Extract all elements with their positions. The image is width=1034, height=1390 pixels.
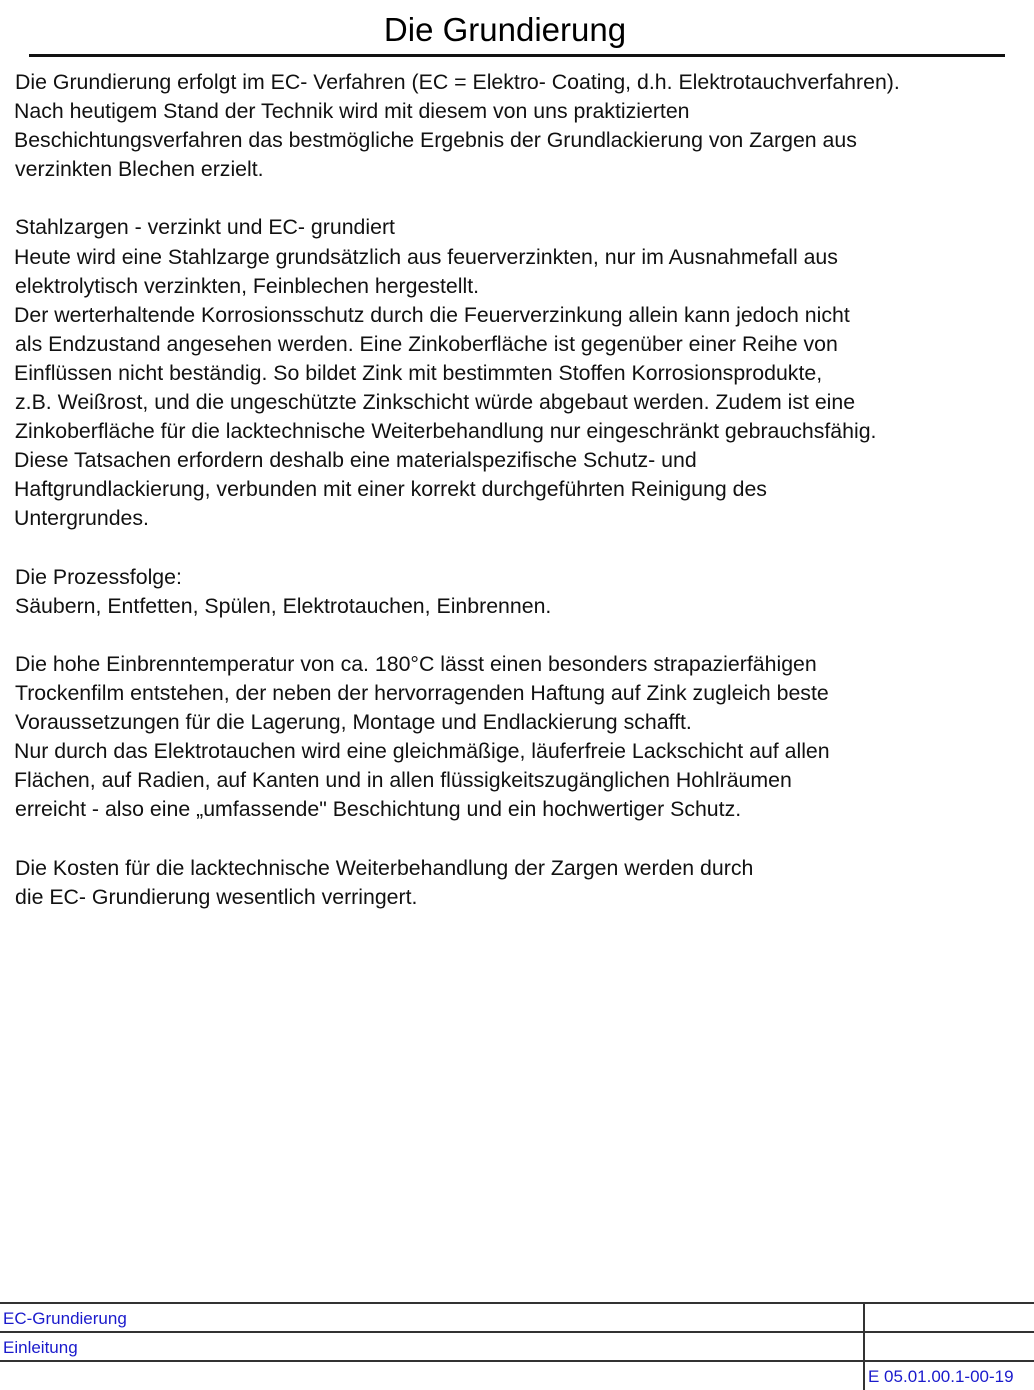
paragraph-spacer (14, 824, 1024, 853)
text-line: verzinkten Blechen erzielt. (15, 157, 264, 182)
paragraph-stahlzargen (14, 213, 1024, 533)
text-line: als Endzustand angesehen werden. Eine Zinkoberfläche ist gegenüber einer Reihe von (15, 331, 838, 356)
text-line: Beschichtungsverfahren das bestmögliche Ergebnis der Grundlackierung von Zargen aus (14, 128, 857, 153)
section-heading: Die Prozessfolge: (15, 564, 182, 589)
footer-title-block (0, 1302, 1034, 1390)
text-line: Die Grundierung erfolgt im EC- Verfahren (EC = Elektro- Coating, d.h. Elektrotauchverfahren). (15, 70, 900, 94)
text-line: Säubern, Entfetten, Spülen, Elektrotauchen, Einbrennen. (15, 593, 552, 618)
text-line: Diese Tatsachen erfordern deshalb eine materialspezifische Schutz- und (14, 448, 697, 473)
document-body (14, 68, 1024, 912)
paragraph-intro (14, 68, 1024, 184)
text-line: z.B. Weißrost, und die ungeschützte Zinkschicht würde abgebaut werden. Zudem ist eine (15, 390, 856, 415)
text-line: Zinkoberfläche für die lacktechnische Weiterbehandlung nur eingeschränkt gebrauchsfähig. (15, 419, 877, 444)
paragraph-kosten (14, 854, 1024, 912)
footer-rule-row1 (0, 1331, 1034, 1333)
text-line: Flächen, auf Radien, auf Kanten und in allen flüssigkeitszugänglichen Hohlräumen (14, 768, 792, 793)
text-line: elektrolytisch verzinkten, Feinblechen hergestellt. (15, 273, 480, 298)
footer-section-label: Einleitung (3, 1338, 78, 1357)
text-line: Die hohe Einbrenntemperatur von ca. 180°C lässt einen besonders strapazierfähigen (15, 651, 817, 676)
footer-topic-label: EC-Grundierung (3, 1309, 127, 1328)
text-line: erreicht - also eine „umfassende" Beschichtung und ein hochwertiger Schutz. (15, 797, 742, 822)
paragraph-spacer (14, 184, 1024, 213)
text-line: Nur durch das Elektrotauchen wird eine gleichmäßige, läuferfreie Lackschicht auf allen (14, 739, 830, 764)
paragraph-einbrenntemperatur (14, 650, 1024, 825)
footer-document-number: E 05.01.00.1-00-19 (868, 1367, 1014, 1386)
text-line: Einflüssen nicht beständig. So bildet Zink mit bestimmten Stoffen Korrosionsprodukte, (14, 360, 823, 385)
section-heading: Stahlzargen - verzinkt und EC- grundiert (15, 215, 395, 240)
text-line: Die Kosten für die lacktechnische Weiterbehandlung der Zargen werden durch (15, 855, 754, 880)
title-underline (29, 54, 1005, 57)
paragraph-spacer (14, 534, 1024, 563)
text-line: Trockenfilm entstehen, der neben der hervorragenden Haftung auf Zink zugleich beste (15, 680, 829, 705)
text-line: Haftgrundlackierung, verbunden mit einer korrekt durchgeführten Reinigung des (14, 477, 767, 502)
text-line: Nach heutigem Stand der Technik wird mit diesem von uns praktizierten (14, 99, 690, 124)
footer-rule-top (0, 1302, 1034, 1304)
text-line: Untergrundes. (14, 506, 149, 531)
footer-column-divider (863, 1302, 865, 1390)
paragraph-prozessfolge (14, 563, 1024, 621)
footer-rule-row2 (0, 1360, 1034, 1362)
text-line: Heute wird eine Stahlzarge grundsätzlich aus feuerverzinkten, nur im Ausnahmefall aus (14, 244, 838, 269)
text-line: Der werterhaltende Korrosionsschutz durch die Feuerverzinkung allein kann jedoch nicht (14, 302, 850, 327)
text-line: Voraussetzungen für die Lagerung, Montage und Endlackierung schafft. (15, 710, 692, 735)
page-title: Die Grundierung (383, 11, 627, 48)
paragraph-spacer (14, 621, 1024, 650)
text-line: die EC- Grundierung wesentlich verringert. (15, 884, 418, 909)
